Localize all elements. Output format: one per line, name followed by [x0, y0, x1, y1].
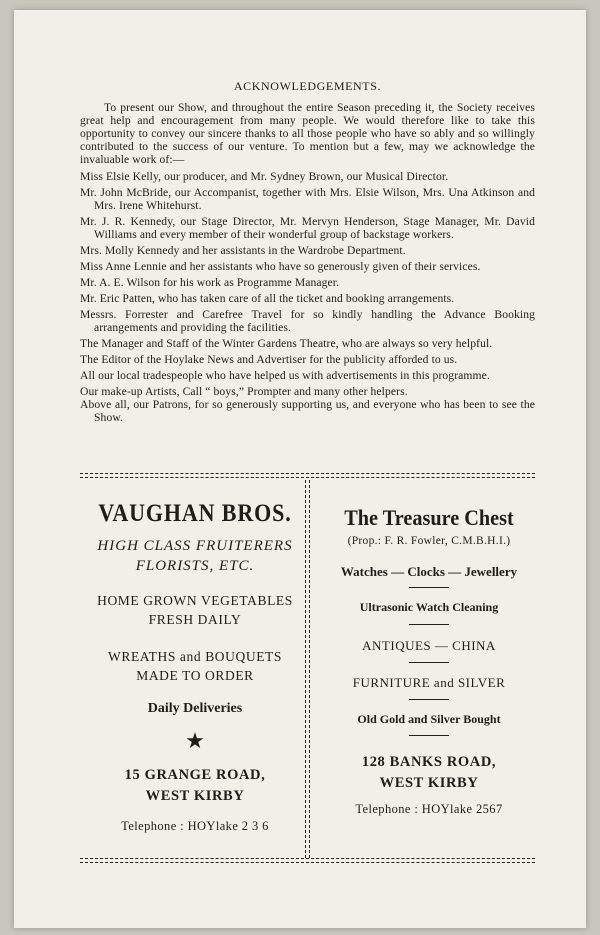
acknowledgements-heading: ACKNOWLEDGEMENTS.	[233, 79, 382, 93]
ack-entry: Mr. J. R. Kennedy, our Stage Director, Mr. Mervyn Henderson, Stage Manager, Mr. David Williams and every member of their wonderful group of backstage workers.	[80, 215, 535, 241]
ack-entry: Above all, our Patrons, for so generously supporting us, and everyone who has been to see the Show.	[80, 398, 535, 424]
ack-entry: Mr. John McBride, our Accompanist, together with Mrs. Elsie Wilson, Mrs. Una Atkinson and Mrs. Irene Whitehurst.	[80, 186, 535, 212]
vaughan-deliveries: Daily Deliveries	[147, 701, 243, 716]
treasure-chest-advert	[318, 505, 540, 817]
vaughan-floral: MADE TO ORDER	[136, 668, 254, 683]
ack-entry: Our make-up Artists, Call “ boys,” Prompter and many other helpers.	[80, 385, 408, 398]
ack-entry: Mr. A. E. Wilson for his work as Programme Manager.	[80, 276, 340, 289]
ack-entry: Messrs. Forrester and Carefree Travel for so kindly handling the Advance Booking arrangements and providing the facilities.	[80, 308, 535, 334]
treasure-line: FURNITURE and SILVER	[352, 675, 506, 690]
vaughan-produce: HOME GROWN VEGETABLES	[97, 593, 293, 608]
vaughan-telephone: Telephone : HOYlake 2 3 6	[121, 819, 269, 833]
acknowledgements-intro: To present our Show, and throughout the entire Season preceding it, the Society receives great help and encouragement from many people. We would therefore like to take this opportunity to convey our sincere thanks to all those people who have so ably and so willingly contributed to the success of our venture. To mention but a few, may we acknowledge the invaluable work of:—	[80, 101, 535, 166]
top-divider	[80, 473, 535, 478]
vaughan-bros-advert	[85, 500, 305, 834]
treasure-line: Old Gold and Silver Bought	[357, 712, 501, 726]
vaughan-address: WEST KIRBY	[145, 788, 245, 804]
star-icon: ★	[185, 728, 205, 753]
treasure-telephone: Telephone : HOYlake 2567	[355, 802, 503, 816]
ack-entry: Mr. Eric Patten, who has taken care of all the ticket and booking arrangements.	[80, 292, 455, 305]
ack-entry: Miss Anne Lennie and her assistants who have so generously given of their services.	[80, 260, 481, 273]
treasure-address: WEST KIRBY	[379, 775, 479, 791]
bottom-divider	[80, 858, 535, 863]
vertical-divider	[305, 480, 310, 858]
treasure-line: Watches — Clocks — Jewellery	[340, 564, 518, 579]
treasure-chest-name: The Treasure Chest	[344, 505, 514, 530]
vaughan-address: 15 GRANGE ROAD,	[124, 767, 266, 783]
ack-entry: Mrs. Molly Kennedy and her assistants in the Wardrobe Department.	[80, 244, 406, 257]
ack-entry: All our local tradespeople who have helped us with advertisements in this programme.	[80, 369, 490, 382]
treasure-line: ANTIQUES — CHINA	[362, 638, 496, 653]
vaughan-tagline: FLORISTS, ETC.	[135, 558, 255, 574]
vaughan-bros-name: VAUGHAN BROS.	[98, 500, 292, 527]
ack-entry: The Manager and Staff of the Winter Gardens Theatre, who are always so very helpful.	[80, 337, 493, 350]
ack-entry: The Editor of the Hoylake News and Advertiser for the publicity afforded to us.	[80, 353, 458, 366]
treasure-address: 128 BANKS ROAD,	[361, 754, 497, 770]
ack-entry: Miss Elsie Kelly, our producer, and Mr. Sydney Brown, our Musical Director.	[80, 170, 449, 183]
vaughan-tagline: HIGH CLASS FRUITERERS	[97, 538, 293, 554]
vaughan-produce: FRESH DAILY	[148, 612, 242, 627]
acknowledgements-section	[80, 80, 535, 427]
treasure-proprietor: (Prop.: F. R. Fowler, C.M.B.H.I.)	[347, 535, 511, 547]
vaughan-floral: WREATHS and BOUQUETS	[108, 649, 282, 664]
treasure-line: Ultrasonic Watch Cleaning	[359, 600, 499, 614]
